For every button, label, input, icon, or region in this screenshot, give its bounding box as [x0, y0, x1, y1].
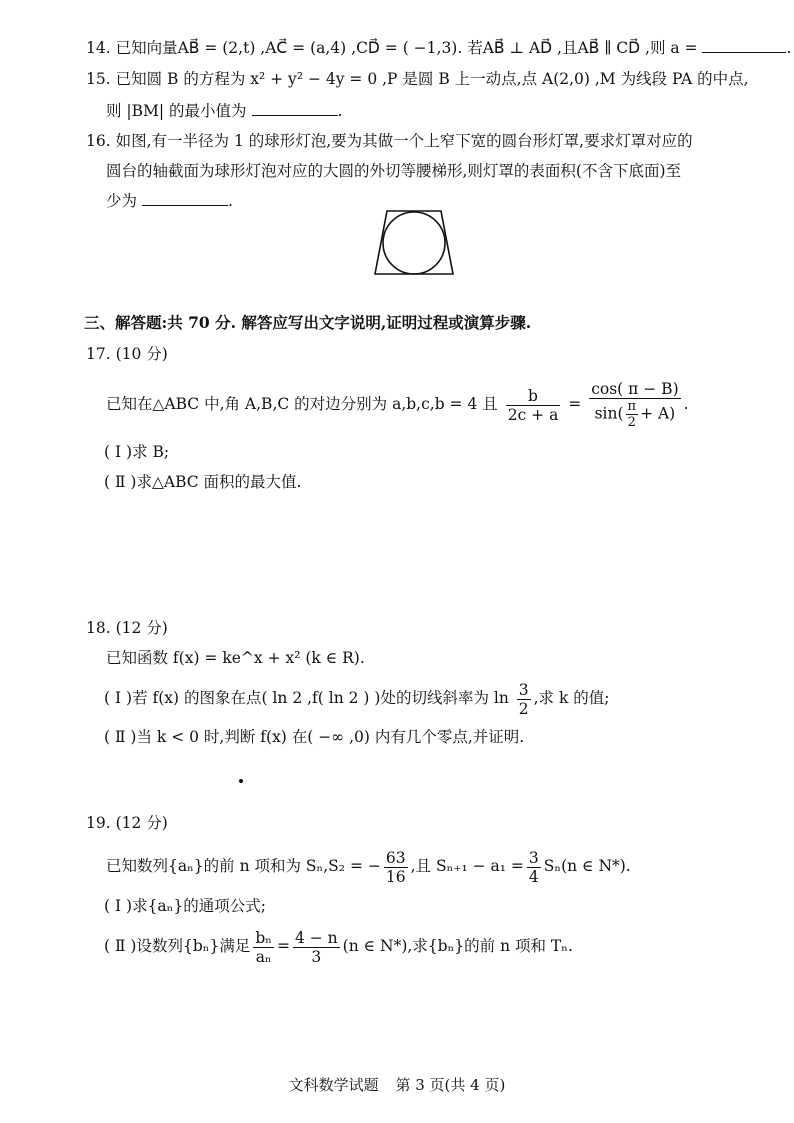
q17-frac-right-num: cos( π − B) [591, 380, 679, 398]
question-16-line2 [106, 160, 681, 182]
q19-part2 [104, 926, 573, 966]
q15-end: . [337, 102, 343, 120]
q19-part2-fraction [253, 929, 274, 966]
q19-part2-fraction2 [293, 929, 340, 966]
q18-part1 [104, 678, 610, 718]
q19-frac-den: 16 [385, 867, 406, 886]
q19-stem [106, 846, 631, 886]
q14-end: . [786, 39, 792, 57]
q15-number: 15. [86, 70, 111, 88]
q18-part1-prefix: ( Ⅰ )若 f(x) 的图象在点( ln 2 ,f( ln 2 ) )处的切线斜率为 ln [104, 689, 509, 707]
q19-frac-num: 63 [385, 848, 406, 867]
q17-pi-num: π [627, 399, 637, 414]
trapezoid-outline [375, 211, 453, 274]
q19-stem-fraction [384, 849, 408, 886]
q15-line1: 已知圆 B 的方程为 x² + y² − 4y = 0 ,P 是圆 B 上一动点,点 A(2,0) ,M 为线段 PA 的中点, [115, 70, 749, 88]
q18-frac-den: 2 [518, 699, 529, 718]
q17-sin-suffix: + A) [640, 404, 676, 423]
q17-frac-right-den [589, 399, 680, 430]
q19-stem-prefix: 已知数列{aₙ}的前 n 项和为 Sₙ,S₂ = − [106, 857, 381, 875]
q19-part2-prefix: ( Ⅱ )设数列{bₙ}满足 [104, 937, 251, 955]
q18-frac-num: 3 [518, 680, 529, 699]
q19-p2-frac2-num: 4 − n [294, 928, 338, 947]
q19-p2-frac-den: aₙ [255, 947, 272, 966]
q16-end: . [227, 192, 233, 210]
q17-header: 17. (10 分) [86, 345, 168, 363]
q17-fraction-right [589, 380, 680, 430]
q14-text: 已知向量AB⃗ = (2,t) ,AC⃗ = (a,4) ,CD⃗ = ( −1,3). 若AB⃗ ⊥ AD⃗ ,且AB⃗ ∥ CD⃗ ,则 a = [115, 39, 698, 57]
q17-pi-over-2 [626, 399, 639, 430]
q16-line1: 如图,有一半径为 1 的球形灯泡,要为其做一个上窄下宽的圆台形灯罩,要求灯罩对应的 [115, 132, 693, 150]
page-footer [0, 1074, 794, 1095]
q19-stem-fraction2 [527, 849, 541, 886]
q19-p2-frac-num: bₙ [255, 928, 272, 947]
stray-dot [239, 779, 243, 783]
q18-part2: ( Ⅱ )当 k < 0 时,判断 f(x) 在( −∞ ,0) 内有几个零点,并证明. [104, 728, 525, 746]
q16-line3: 少为 [106, 192, 138, 210]
q19-p2-eq: = [276, 937, 290, 955]
q14-answer-blank [702, 36, 786, 53]
section-3-title: 三、解答题:共 70 分. 解答应写出文字说明,证明过程或演算步骤. [84, 313, 532, 332]
question-16 [86, 130, 693, 152]
q17-frac-left-num: b [506, 387, 561, 406]
q15-answer-blank [252, 99, 338, 116]
q19-frac2-den: 4 [528, 867, 539, 886]
q19-stem-mid: ,且 Sₙ₊₁ − a₁ = [410, 857, 524, 875]
q17-stem-prefix: 已知在△ABC 中,角 A,B,C 的对边分别为 a,b,c,b = 4 且 [106, 395, 498, 413]
q17-pi-den: 2 [627, 415, 636, 430]
q19-header: 19. (12 分) [86, 814, 168, 832]
footer-subject: 文科数学试题 [288, 1076, 379, 1094]
q16-line2: 圆台的轴截面为球形灯泡对应的大圆的外切等腰梯形,则灯罩的表面积(不含下底面)至 [106, 162, 682, 180]
q15-line2: 则 |BM| 的最小值为 [106, 102, 247, 120]
q18-header: 18. (12 分) [86, 619, 168, 637]
q19-part1: ( Ⅰ )求{aₙ}的通项公式; [104, 897, 266, 915]
question-14 [86, 36, 791, 59]
question-15 [86, 68, 749, 90]
q16-number: 16. [86, 132, 111, 150]
q17-eq: = [568, 395, 582, 413]
q19-part2-suffix: (n ∈ N*),求{bₙ}的前 n 项和 Tₙ. [342, 937, 573, 955]
trapezoid-circle-figure [370, 208, 460, 278]
q16-answer-blank [142, 189, 228, 206]
sphere-great-circle [383, 212, 445, 274]
q19-frac2-num: 3 [528, 848, 539, 867]
q17-stem [106, 380, 689, 430]
q17-stem-end: . [683, 395, 689, 413]
q19-stem-suffix: Sₙ(n ∈ N*). [543, 857, 631, 875]
footer-page: 第 3 页(共 4 页) [395, 1076, 506, 1094]
q18-part1-fraction [517, 681, 531, 718]
q19-p2-frac2-den: 3 [311, 947, 322, 966]
q17-fraction-left [506, 387, 561, 424]
q18-part1-suffix: ,求 k 的值; [533, 689, 610, 707]
q14-number: 14. [86, 39, 111, 57]
q17-sin-prefix: sin( [594, 404, 624, 423]
q17-part1: ( Ⅰ )求 B; [104, 443, 170, 461]
question-15-line2 [106, 99, 342, 122]
q18-stem: 已知函数 f(x) = ke^x + x² (k ∈ R). [106, 649, 365, 667]
question-16-line3 [106, 189, 233, 212]
q17-frac-left-den: 2c + a [507, 405, 559, 424]
q17-part2: ( Ⅱ )求△ABC 面积的最大值. [104, 473, 302, 491]
